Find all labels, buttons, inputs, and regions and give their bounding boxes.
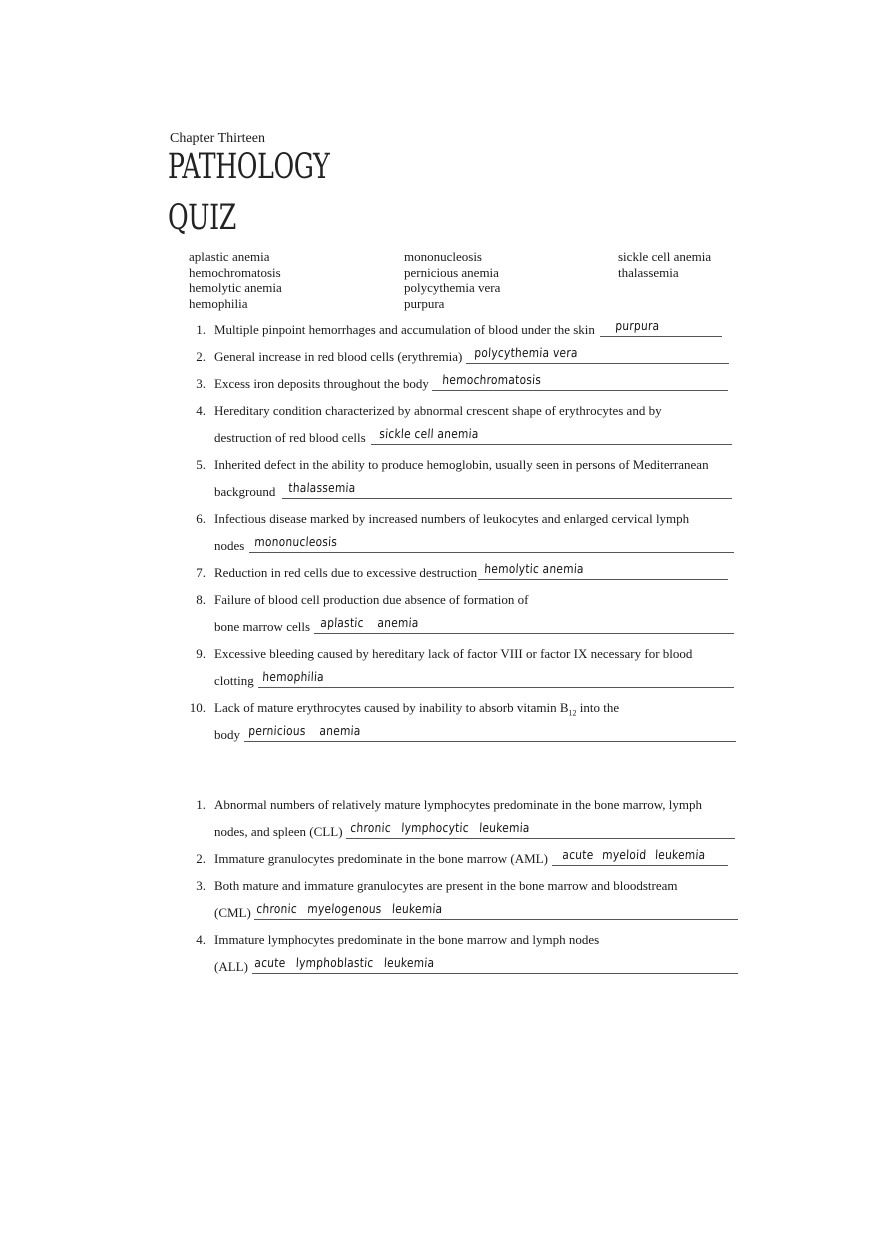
question-text: (CML) [214,905,251,920]
question-number: 5. [196,457,206,472]
answer-line[interactable] [244,741,736,742]
question-number: 3. [196,878,206,893]
word-bank-item: pernicious anemia [404,264,499,280]
handwritten-answer: thalassemia [288,480,357,495]
question-number: 9. [196,646,206,661]
question-number: 7. [196,565,206,580]
handwritten-answer: hemolytic anemia [484,561,585,576]
answer-line[interactable] [478,579,728,580]
question-number: 1. [196,322,206,337]
question-text: nodes, and spleen (CLL) [214,824,343,839]
word-bank-item: hemophilia [189,295,248,311]
question-number: 4. [196,403,206,418]
answer-line[interactable] [552,865,728,866]
word-bank-item: hemochromatosis [189,264,281,280]
answer-line[interactable] [371,444,732,445]
handwritten-answer: acute myeloid leukemia [562,847,706,862]
handwritten-answer: hemochromatosis [442,372,542,387]
answer-line[interactable] [466,363,729,364]
answer-line[interactable] [600,336,722,337]
handwritten-answer: purpura [615,318,660,333]
question-text: bone marrow cells [214,619,311,634]
question-text: destruction of red blood cells [214,430,366,445]
question-number: 2. [196,851,206,866]
answer-line[interactable] [249,552,734,553]
word-bank-item: sickle cell anemia [618,249,712,264]
handwritten-answer: sickle cell anemia [379,426,480,441]
word-bank-item: mononucleosis [404,249,482,264]
handwritten-answer: mononucleosis [254,534,338,549]
question-text: Excess iron deposits throughout the body [214,376,429,391]
word-bank-item: aplastic anemia [189,249,270,264]
word-bank-column [618,249,711,280]
handwritten-answer: chronic myelogenous leukemia [256,901,443,916]
question-text: Lack of mature erythrocytes caused by inability to absorb vitamin $B_{12}$ into the [214,700,620,718]
handwritten-answer: acute lymphoblastic leukemia [254,955,435,970]
answer-line[interactable] [258,687,734,688]
question-text: Failure of blood cell production due absence of formation of [214,592,529,607]
question-text: Reduction in red cells due to excessive destruction [214,565,478,580]
handwritten-answer: hemophilia [262,669,325,684]
answer-line[interactable] [432,390,728,391]
word-bank-item: hemolytic anemia [189,280,282,295]
question-text: clotting [214,673,254,688]
question-text: nodes [214,538,245,553]
question-number: 6. [196,511,206,526]
question-text: body [214,727,240,742]
handwritten-answer: aplastic anemia [320,615,420,630]
page-title-line1: PATHOLOGY [168,147,330,187]
question-number: 1. [196,797,206,812]
word-bank-item: thalassemia [618,264,679,280]
question-text: Multiple pinpoint hemorrhages and accumulation of blood under the skin [214,322,595,337]
word-bank-column [189,249,282,311]
answer-line[interactable] [314,633,734,634]
question-text: Immature granulocytes predominate in the bone marrow (AML) [214,851,548,866]
word-bank-item: purpura [404,295,445,311]
chapter-label: Chapter Thirteen [170,131,265,146]
question-text: Infectious disease marked by increased numbers of leukocytes and enlarged cervical lymph [214,511,690,526]
answer-line[interactable] [252,973,738,974]
question-text: Inherited defect in the ability to produce hemoglobin, usually seen in persons of Mediterranean [214,457,709,472]
question-text: (ALL) [214,959,248,974]
answer-line[interactable] [254,919,738,920]
question-number: 8. [196,592,206,607]
question-text: Abnormal numbers of relatively mature lymphocytes predominate in the bone marrow, lymph [214,797,702,812]
question-number: 3. [196,376,206,391]
question-text: background [214,484,276,499]
answer-line[interactable] [346,838,735,839]
question-text: Both mature and immature granulocytes are present in the bone marrow and bloodstream [214,878,678,893]
handwritten-answer: polycythemia vera [474,345,579,360]
question-text: General increase in red blood cells (erythremia) [214,349,463,364]
word-bank-column [404,249,500,311]
question-text: Hereditary condition characterized by abnormal crescent shape of erythrocytes and by [214,403,662,418]
question-number: 4. [196,932,206,947]
question-text: Immature lymphocytes predominate in the bone marrow and lymph nodes [214,932,600,947]
question-text: Excessive bleeding caused by hereditary lack of factor VIII or factor IX necessary for blood [214,646,693,661]
answer-line[interactable] [282,498,732,499]
page-title-line2: QUIZ [168,198,236,238]
handwritten-answer: chronic lymphocytic leukemia [350,820,531,835]
handwritten-answer: pernicious anemia [248,723,362,738]
question-number: 2. [196,349,206,364]
question-number: 10. [189,700,206,715]
word-bank-item: polycythemia vera [404,280,501,295]
